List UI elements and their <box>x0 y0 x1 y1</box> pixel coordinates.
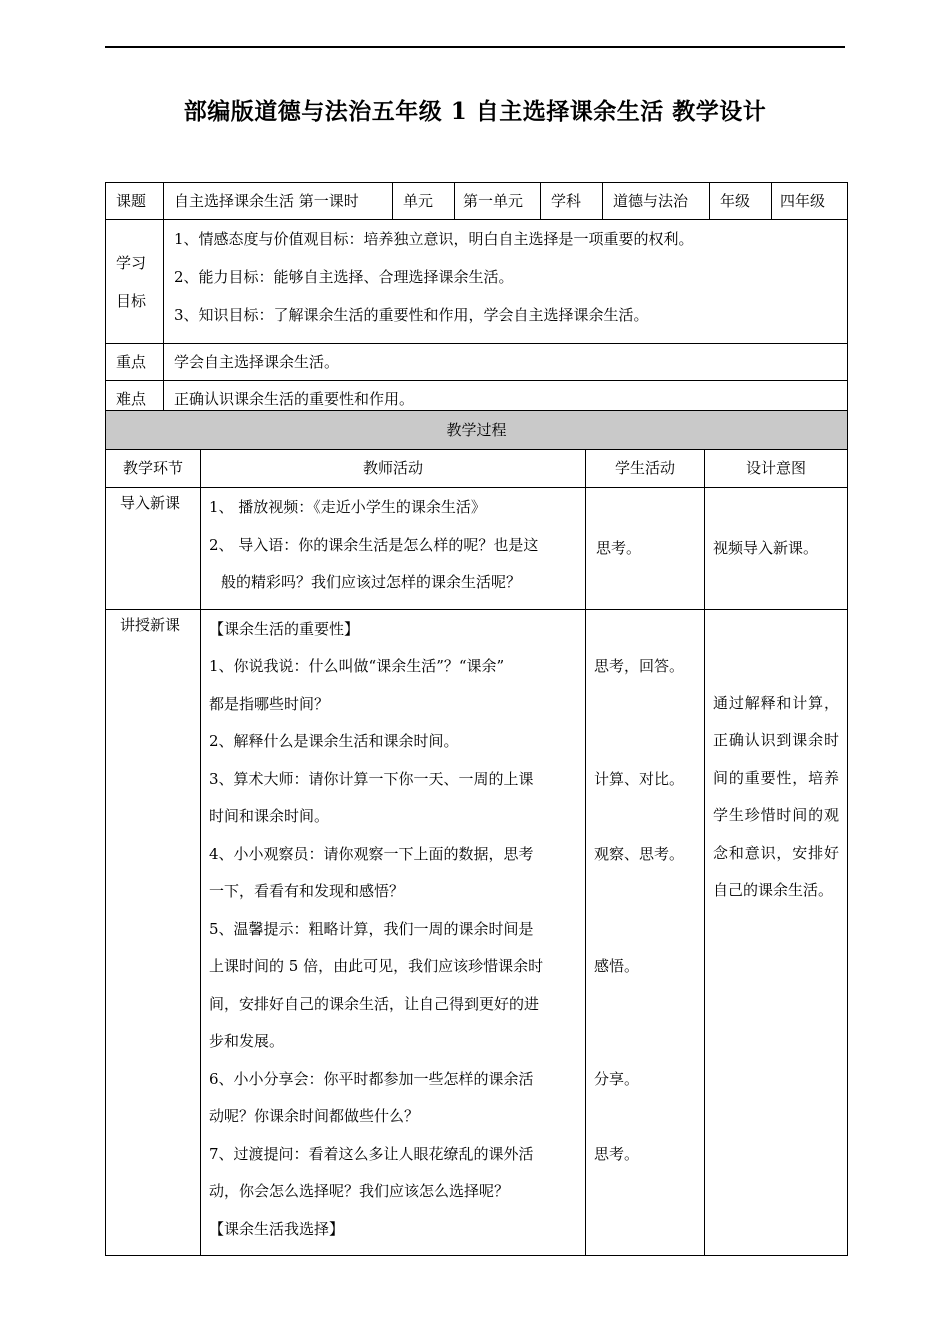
intro-row <box>106 488 848 610</box>
teach-design <box>705 609 848 1256</box>
student-line: 思考，回答。 <box>594 657 685 675</box>
teach-stage: 讲授新课 <box>106 609 201 1256</box>
student-line <box>594 1105 696 1143</box>
student-line <box>594 880 696 918</box>
teacher-line: 5、温馨提示：粗略计算，我们一周的课余时间是 <box>209 919 534 938</box>
subject-label: 学科 <box>541 183 603 220</box>
student-line: 计算、对比。 <box>594 769 685 788</box>
unit-value: 第一单元 <box>455 183 541 220</box>
difficulty-label: 难点 <box>106 381 164 418</box>
teacher-line: 3、算术大师：请你计算一下你一天、一周的上课 <box>209 769 534 788</box>
teacher-line: 7、过渡提问：看着这么多让人眼花缭乱的课外活 <box>209 1144 534 1163</box>
key-point-row <box>106 344 848 381</box>
teacher-line: 【课余生活我选择】 <box>209 1219 345 1238</box>
teach-student <box>586 609 705 1256</box>
intro-teacher-line: 般的精彩吗？我们应该过怎样的课余生活呢？ <box>221 573 522 591</box>
teach-row <box>106 609 848 1256</box>
objective-item: 2、能力目标：能够自主选择、合理选择课余生活。 <box>174 268 514 286</box>
process-title-row <box>106 411 848 450</box>
teach-teacher <box>201 609 586 1256</box>
student-line <box>594 1180 696 1218</box>
grade-value: 四年级 <box>772 183 848 220</box>
teacher-line: 上课时间的 5 倍，由此可见，我们应该珍惜课余时 <box>209 957 544 975</box>
student-line: 思考。 <box>594 1144 640 1163</box>
student-line: 感悟。 <box>594 957 640 975</box>
header-teacher: 教师活动 <box>201 450 586 488</box>
unit-label: 单元 <box>393 183 455 220</box>
design-spacer <box>713 618 839 685</box>
teacher-line: 4、小小观察员：请你观察一下上面的数据，思考 <box>209 844 534 863</box>
teaching-process-table <box>105 410 848 1256</box>
objectives-row <box>106 220 848 344</box>
document-title: 部编版道德与法治五年级 1 自主选择课余生活 教学设计 <box>183 98 767 125</box>
teacher-line: 动呢？你课余时间都做些什么？ <box>209 1107 420 1125</box>
student-line: 观察、思考。 <box>594 844 685 863</box>
subject-value: 道德与法治 <box>603 183 710 220</box>
intro-teacher <box>201 488 586 610</box>
header-design: 设计意图 <box>705 450 848 488</box>
intro-design: 视频导入新课。 <box>705 488 848 610</box>
intro-teacher-line: 2、 导入语：你的课余生活是怎么样的呢？也是这 <box>209 535 539 554</box>
objective-item: 3、知识目标：了解课余生活的重要性和作用，学会自主选择课余生活。 <box>174 306 649 324</box>
teacher-line: 2、解释什么是课余生活和课余时间。 <box>209 732 459 750</box>
intro-teacher-line: 1、 播放视频：《走近小学生的课余生活》 <box>209 498 486 516</box>
topic-label: 课题 <box>106 183 164 220</box>
teacher-line: 一下，看看有和发现和感悟？ <box>209 882 405 900</box>
objectives-label <box>106 220 164 344</box>
student-line <box>594 730 696 768</box>
intro-stage: 导入新课 <box>106 488 201 610</box>
student-line <box>594 918 696 956</box>
grade-label: 年级 <box>710 183 772 220</box>
objectives-label-line: 学习 <box>116 253 147 272</box>
objectives-content <box>164 220 848 344</box>
teach-design-text: 通过解释和计算，正确认识到课余时间的重要性，培养学生珍惜时间的观念和意识，安排好自己的课余生活。 <box>713 693 840 899</box>
info-row <box>106 183 848 220</box>
teacher-line: 6、小小分享会：你平时都参加一些怎样的课余活 <box>209 1069 534 1088</box>
header-student: 学生活动 <box>586 450 705 488</box>
teacher-line: 都是指哪些时间？ <box>209 694 330 713</box>
student-line <box>594 993 696 1031</box>
lesson-info-table <box>105 182 848 418</box>
student-line <box>594 693 696 731</box>
difficulty-value: 正确认识课余生活的重要性和作用。 <box>164 381 848 418</box>
header-stage: 教学环节 <box>106 450 201 488</box>
objective-item: 1、情感态度与价值观目标：培养独立意识，明白自主选择是一项重要的权利。 <box>174 230 694 248</box>
teacher-line: 动，你会怎么选择呢？我们应该怎么选择呢？ <box>209 1182 510 1200</box>
intro-student: 思考。 <box>586 488 705 610</box>
key-point-label: 重点 <box>106 344 164 381</box>
student-line: 分享。 <box>594 1069 640 1088</box>
topic-value: 自主选择课余生活 第一课时 <box>164 183 393 220</box>
student-line <box>594 1030 696 1068</box>
student-line <box>594 805 696 843</box>
header-rule <box>105 46 845 48</box>
process-title: 教学过程 <box>106 411 848 450</box>
teacher-line: 1、你说我说：什么叫做“课余生活”？“课余” <box>209 657 505 675</box>
teacher-line: 时间和课余时间。 <box>209 807 330 825</box>
key-point-value: 学会自主选择课余生活。 <box>164 344 848 381</box>
teacher-line: 【课余生活的重要性】 <box>209 619 360 638</box>
teacher-line: 步和发展。 <box>209 1032 285 1050</box>
student-line <box>594 1218 696 1256</box>
student-line <box>594 618 696 656</box>
process-header-row <box>106 450 848 488</box>
teacher-line: 间，安排好自己的课余生活，让自己得到更好的进 <box>209 994 540 1013</box>
objectives-label-line: 目标 <box>116 291 147 310</box>
